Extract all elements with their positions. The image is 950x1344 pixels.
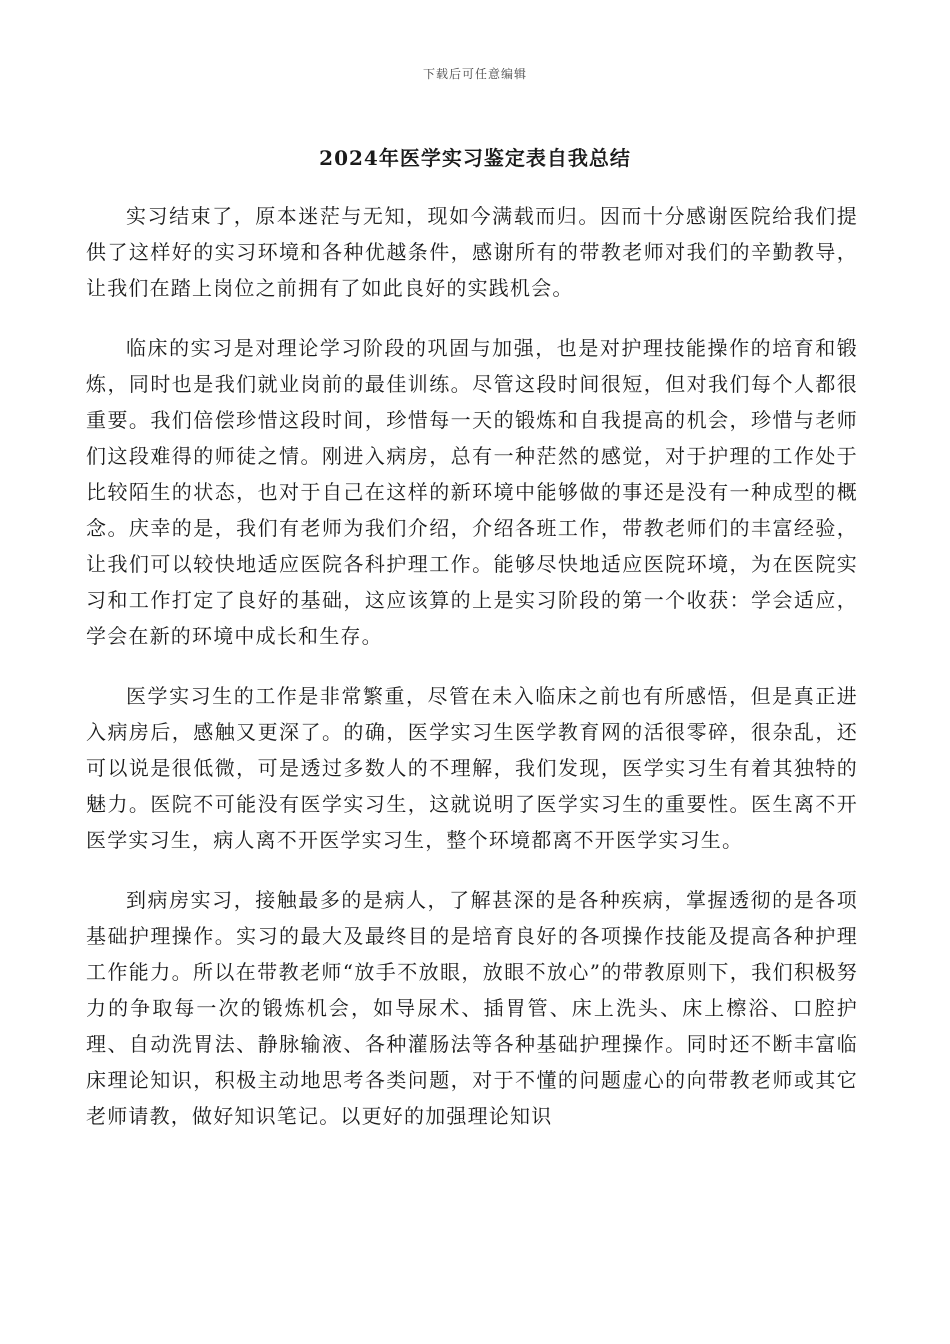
paragraph-2: 临床的实习是对理论学习阶段的巩固与加强，也是对护理技能操作的培育和锻炼，同时也是我们就业岗前的最佳训练。尽管这段时间很短，但对我们每个人都很重要。我们倍偿珍惜这段时间，珍惜每一天的锻炼和自我提高的机会，珍惜与老师们这段难得的师徒之情。刚进入病房，总有一种茫然的感觉，对于护理的工作处于比较陌生的状态，也对于自己在这样的新环境中能够做的事还是没有一种成型的概念。庆幸的是，我们有老师为我们介绍，介绍各班工作，带教老师们的丰富经验，让我们可以较快地适应医院各科护理工作。能够尽快地适应医院环境，为在医院实习和工作打定了良好的基础，这应该算的上是实习阶段的第一个收获：学会适应，学会在新的环境中成长和生存。	[86, 336, 858, 648]
document-body	[86, 198, 858, 1158]
paragraph-3: 医学实习生的工作是非常繁重，尽管在未入临床之前也有所感悟，但是真正进入病房后，感触又更深了。的确，医学实习生医学教育网的活很零碎，很杂乱，还可以说是很低微，可是透过多数人的不理解，我们发现，医学实习生有着其独特的魅力。医院不可能没有医学实习生，这就说明了医学实习生的重要性。医生离不开医学实习生，病人离不开医学实习生，整个环境都离不开医学实习生。	[86, 684, 858, 852]
document-title: 2024年医学实习鉴定表自我总结	[319, 146, 631, 170]
header-note: 下载后可任意编辑	[422, 67, 527, 81]
paragraph-1: 实习结束了，原本迷茫与无知，现如今满载而归。因而十分感谢医院给我们提供了这样好的实习环境和各种优越条件，感谢所有的带教老师对我们的辛勤教导，让我们在踏上岗位之前拥有了如此良好的实践机会。	[86, 204, 858, 300]
paragraph-4: 到病房实习，接触最多的是病人，了解甚深的是各种疾病，掌握透彻的是各项基础护理操作。实习的最大及最终目的是培育良好的各项操作技能及提高各种护理工作能力。所以在带教老师“放手不放眼，放眼不放心”的带教原则下，我们积极努力的争取每一次的锻炼机会，如导尿术、插胃管、床上洗头、床上檫浴、口腔护理、自动洗胃法、静脉输液、各种灌肠法等各种基础护理操作。同时还不断丰富临床理论知识，积极主动地思考各类问题，对于不懂的问题虚心的向带教老师或其它老师请教，做好知识笔记。以更好的加强理论知识	[86, 888, 858, 1128]
